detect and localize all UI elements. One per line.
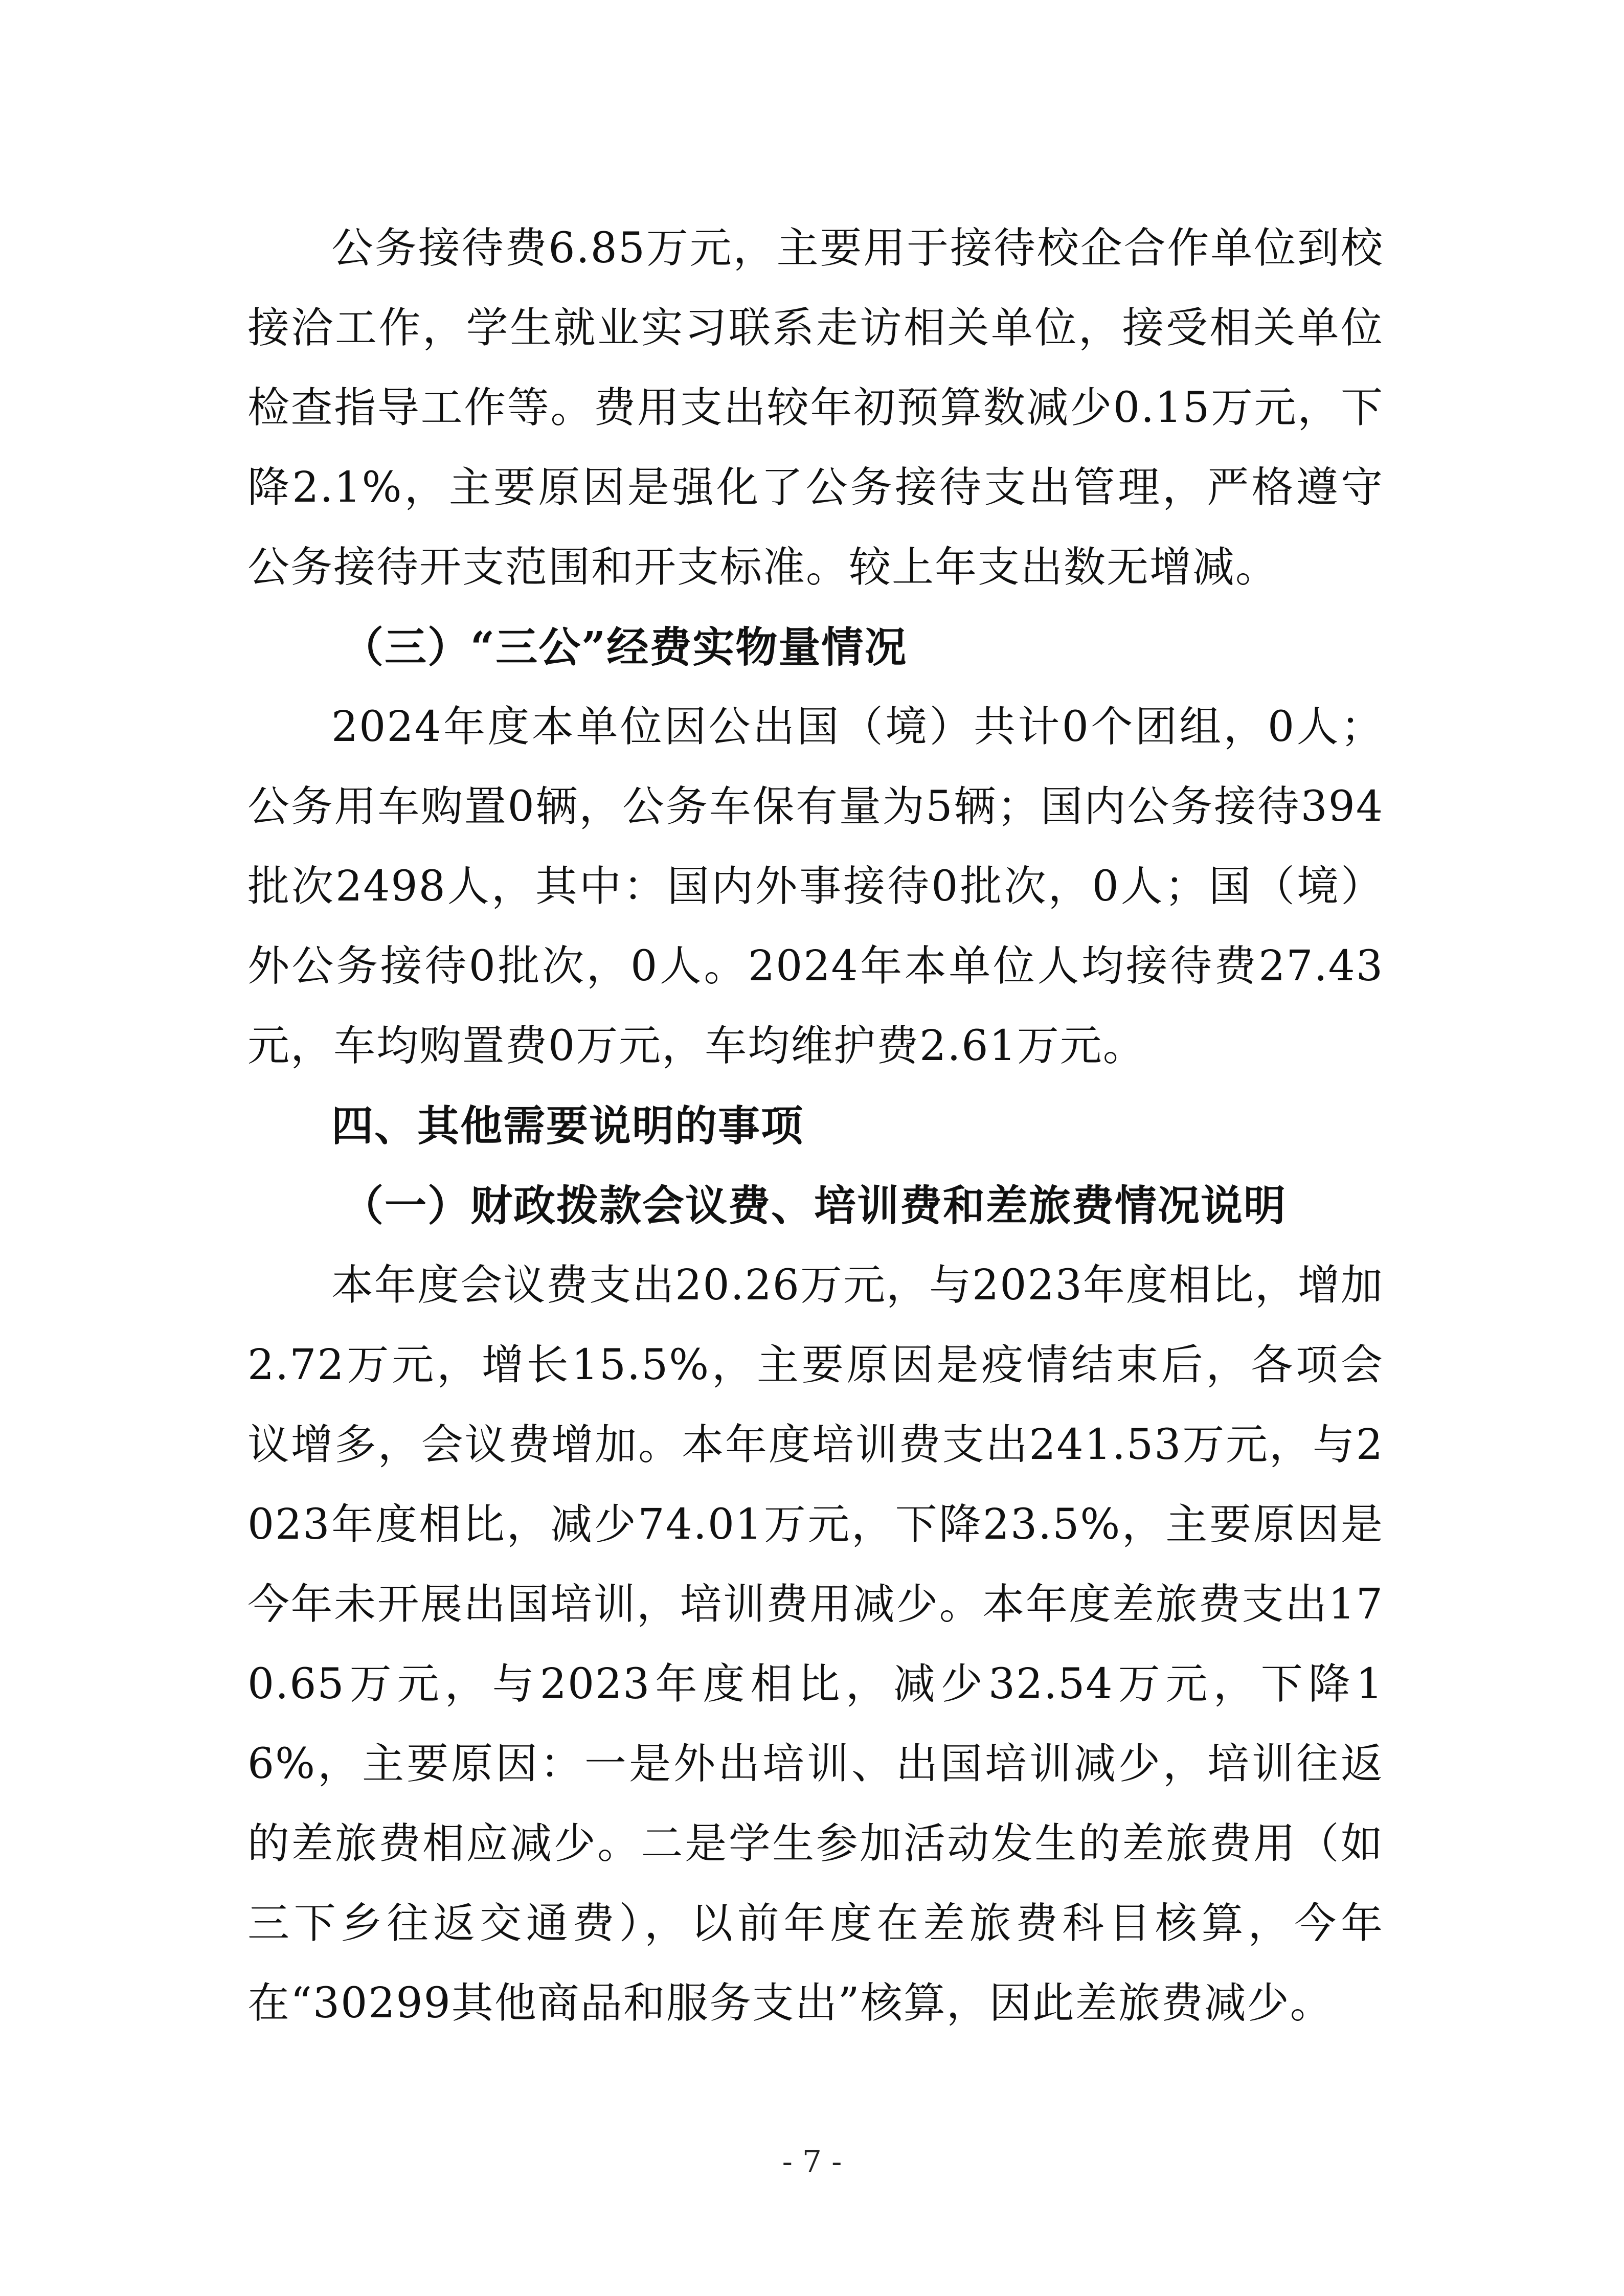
page-number: - 7 - [782, 2144, 842, 2180]
paragraph-physical-quantity: 2024年度本单位因公出国（境）共计0个团组，0人；公务用车购置0辆，公务车保有量为5辆；国内公务接待394批次2498人，其中：国内外事接待0批次，0人；国（境）外公务接待0批次，0人。2024年本单位人均接待费27.43元，车均购置费0万元，车均维护费2.61万元。 [247, 703, 1384, 1070]
section-heading-meeting-training-travel: （一）财政拨款会议费、培训费和差旅费情况说明 [342, 1181, 1287, 1230]
paragraph-reception-expense: 公务接待费6.85万元，主要用于接待校企合作单位到校接洽工作，学生就业实习联系走访相关单位，接受相关单位检查指导工作等。费用支出较年初预算数减少0.15万元，下降2.1%，主要原因是强化了公务接待支出管理，严格遵守公务接待开支范围和开支标准。较上年支出数无增减。 [247, 224, 1384, 592]
section-heading-other-matters: 四、其他需要说明的事项 [331, 1101, 804, 1151]
document-body [247, 209, 1384, 2043]
paragraph-meeting-training-travel: 本年度会议费支出20.26万元，与2023年度相比，增加2.72万元，增长15.5%，主要原因是疫情结束后，各项会议增多，会议费增加。本年度培训费支出241.53万元，与2023年度相比，减少74.01万元，下降23.5%，主要原因是今年未开展出国培训，培训费用减少。本年度差旅费支出170.65万元，与2023年度相比，减少32.54万元，下降16%，主要原因：一是外出培训、出国培训减少，培训往返的差旅费相应减少。二是学生参加活动发生的差旅费用（如三下乡往返交通费），以前年度在差旅费科目核算，今年在“30299其他商品和服务支出”核算，因此差旅费减少。 [247, 1261, 1384, 2028]
section-heading-physical-quantity: （三）“三公”经费实物量情况 [342, 623, 908, 672]
